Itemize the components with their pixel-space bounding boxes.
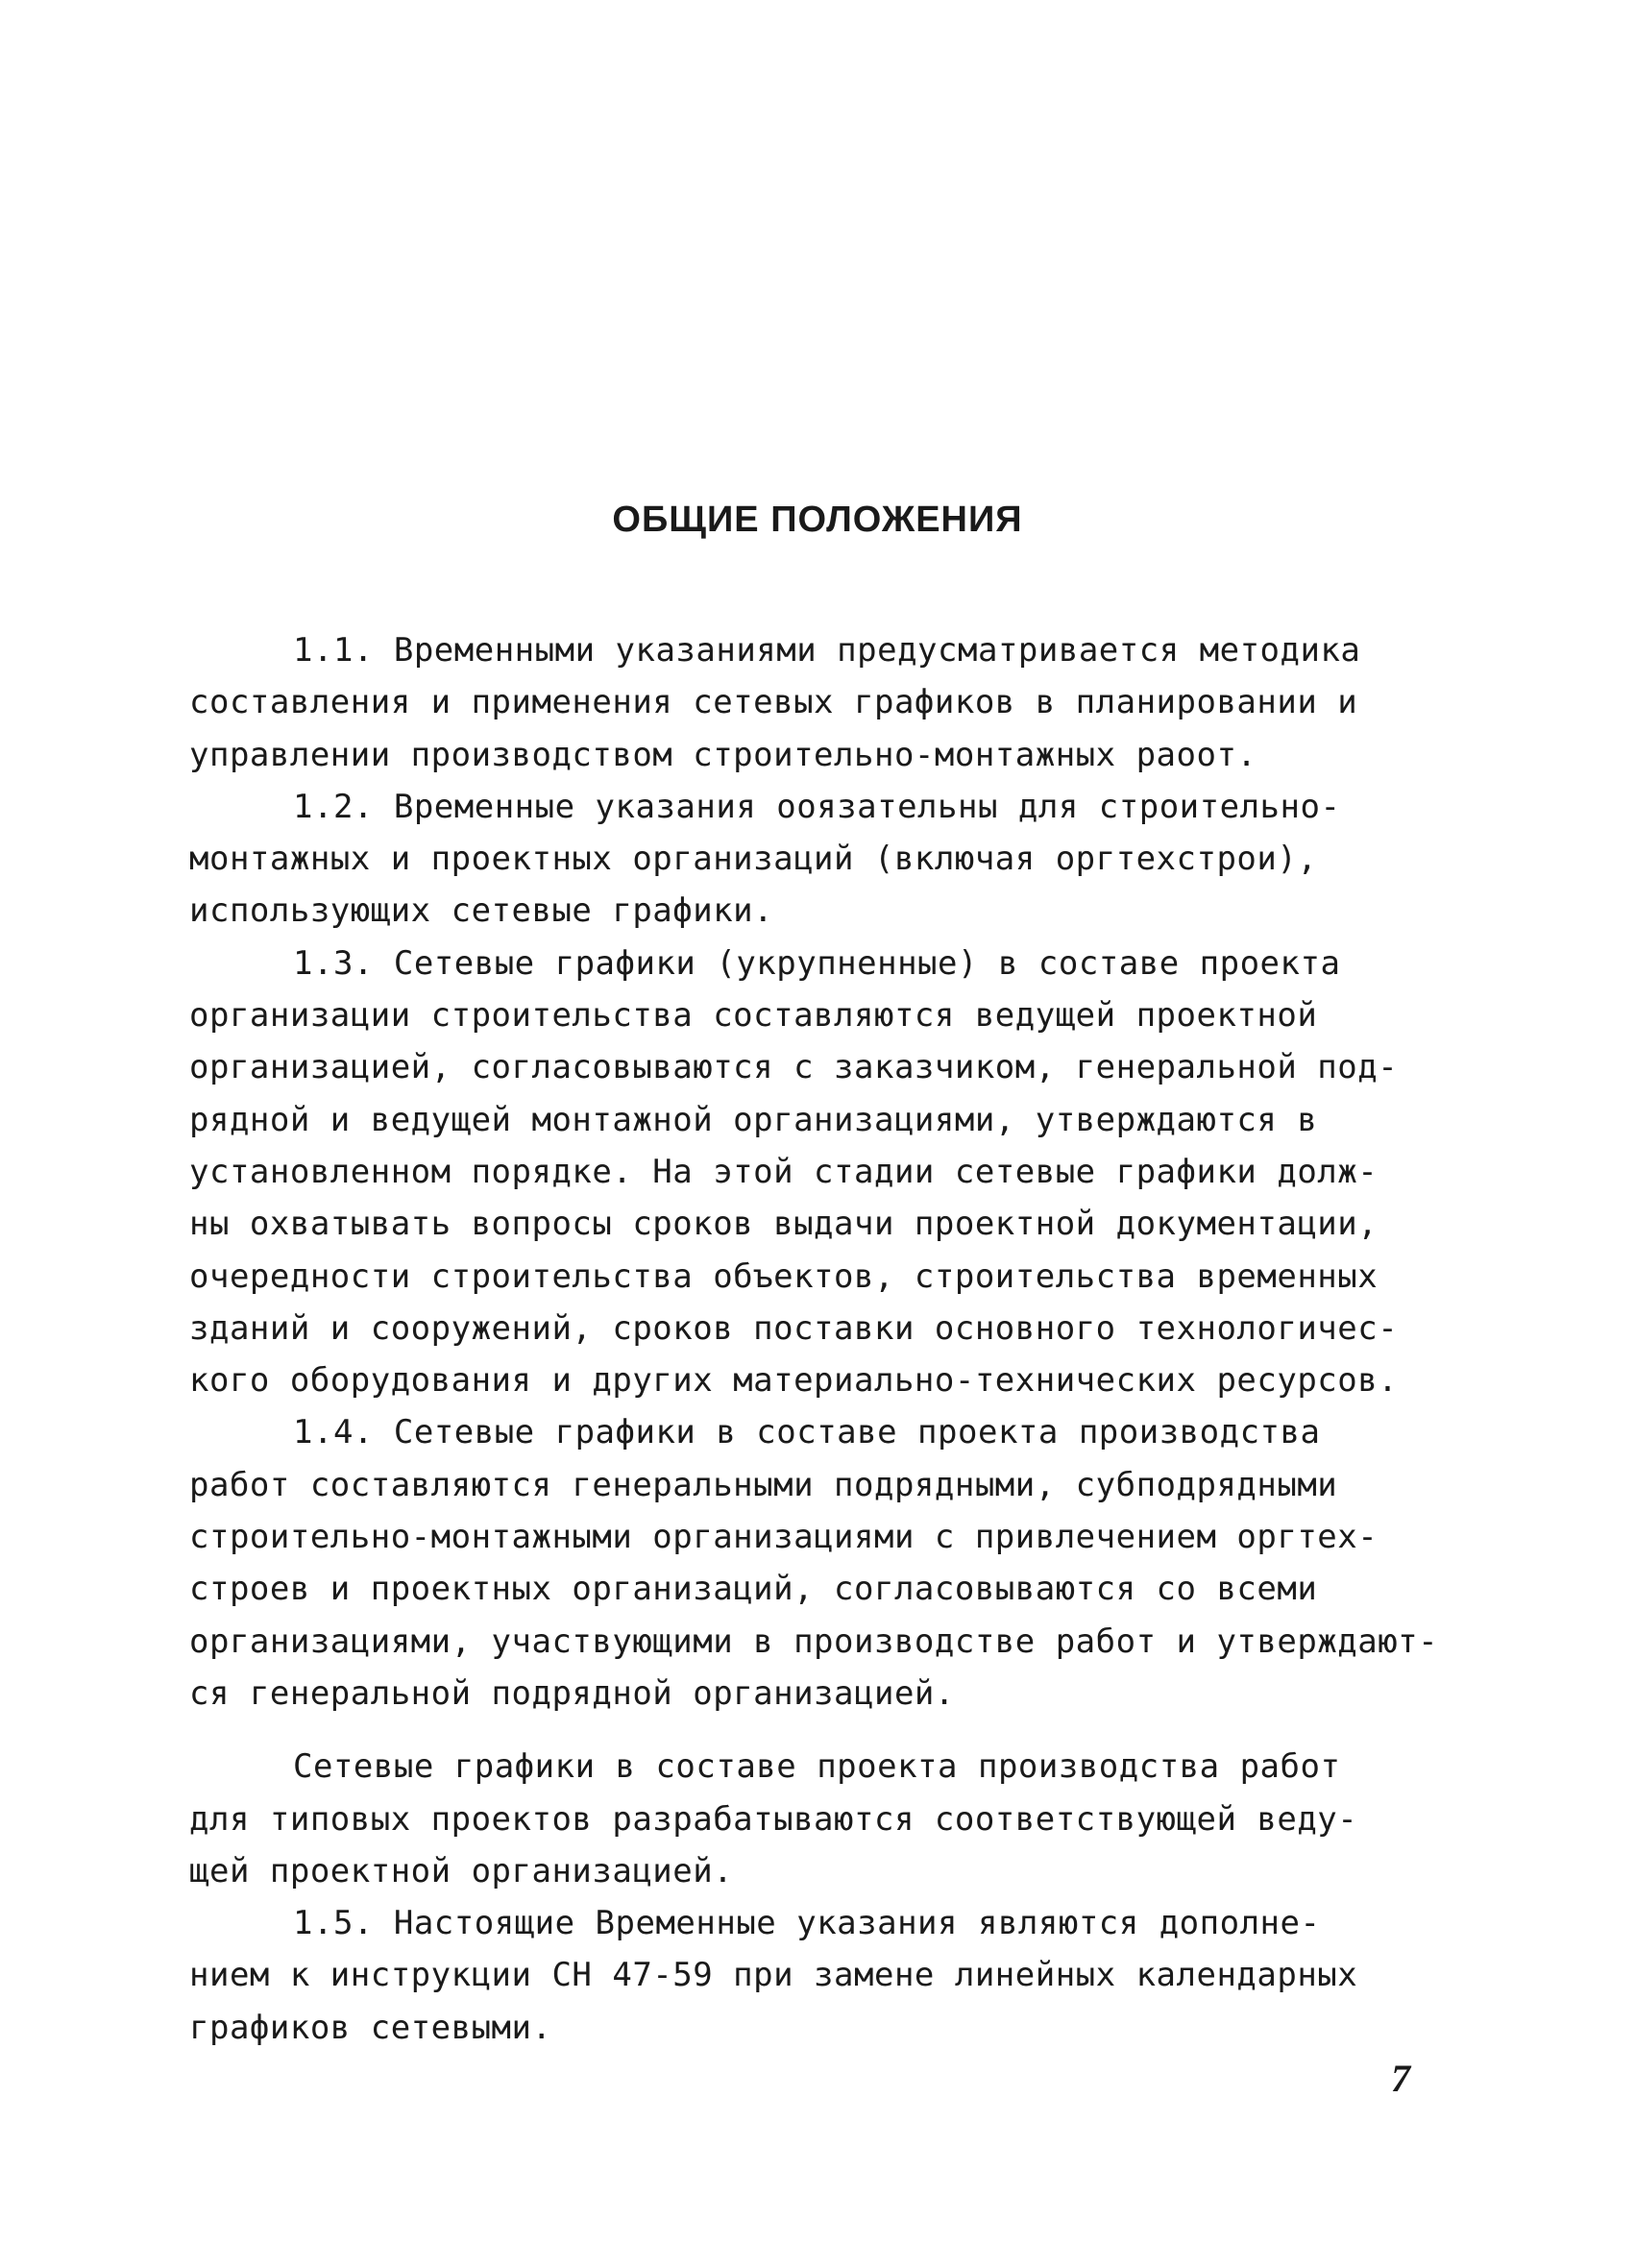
page-title: ОБЩИЕ ПОЛОЖЕНИЯ (612, 500, 1023, 540)
text-line: монтажных и проектных организаций (включая оргтехстрои), (189, 840, 1318, 879)
text-line: строительно-монтажными организациями с привлечением оргтех- (189, 1518, 1379, 1557)
text-line: 1.5. Настоящие Временные указания являются дополне- (293, 1904, 1321, 1943)
paragraph-1-5 (189, 1897, 1428, 2054)
paragraph-1-2 (189, 781, 1428, 938)
text-line: организацией, согласовываются с заказчиком, генеральной под- (189, 1048, 1399, 1087)
text-line: организациями, участвующими в производстве работ и утверждают- (189, 1622, 1439, 1661)
text-line: 1.1. Временными указаниями предусматривается методика (293, 631, 1361, 670)
text-line: для типовых проектов разрабатываются соответствующей веду- (189, 1799, 1358, 1839)
text-line: зданий и сооружений, сроков поставки основного технологичес- (189, 1308, 1399, 1348)
paragraph-1-4 (189, 1406, 1439, 1719)
text-line: 1.2. Временные указания ооязательны для строительно- (293, 787, 1341, 826)
text-line: 1.3. Сетевые графики (укрупненные) в составе проекта (293, 943, 1341, 983)
text-line: составления и применения сетевых графиков в планировании и (189, 683, 1358, 722)
text-line: нием к инструкции СН 47-59 при замене линейных календарных (189, 1956, 1358, 1995)
text-line: организации строительства составляются ведущей проектной (189, 996, 1318, 1036)
text-line: использующих сетевые графики. (189, 891, 774, 931)
text-line: работ составляются генеральными подрядными, субподрядными (189, 1465, 1338, 1504)
text-line: установленном порядке. На этой стадии сетевые графики долж- (189, 1152, 1379, 1191)
text-line: строев и проектных организаций, согласовываются со всеми (189, 1570, 1318, 1609)
text-line: графиков сетевыми. (189, 2008, 552, 2047)
text-line: рядной и ведущей монтажной организациями, утверждаются в (189, 1100, 1318, 1139)
paragraph-1-1 (189, 624, 1428, 781)
text-line: ся генеральной подрядной организацией. (189, 1673, 955, 1713)
document-body (189, 624, 1439, 2054)
paragraph-1-4-cont (189, 1741, 1428, 1897)
text-line: очередности строительства объектов, строительства временных (189, 1256, 1379, 1296)
page-number: 7 (1391, 2057, 1410, 2100)
text-line: щей проектной организацией. (189, 1851, 734, 1890)
paragraph-gap (189, 1719, 1428, 1741)
text-line: 1.4. Сетевые графики в составе проекта производства (293, 1413, 1321, 1452)
text-line: кого оборудования и других материально-технических ресурсов. (189, 1361, 1399, 1401)
text-line: управлении производством строительно-монтажных раоот. (189, 735, 1257, 774)
paragraph-1-3 (189, 938, 1428, 1407)
text-line: Сетевые графики в составе проекта производства работ (293, 1747, 1341, 1787)
text-line: ны охватывать вопросы сроков выдачи проектной документации, (189, 1205, 1379, 1244)
